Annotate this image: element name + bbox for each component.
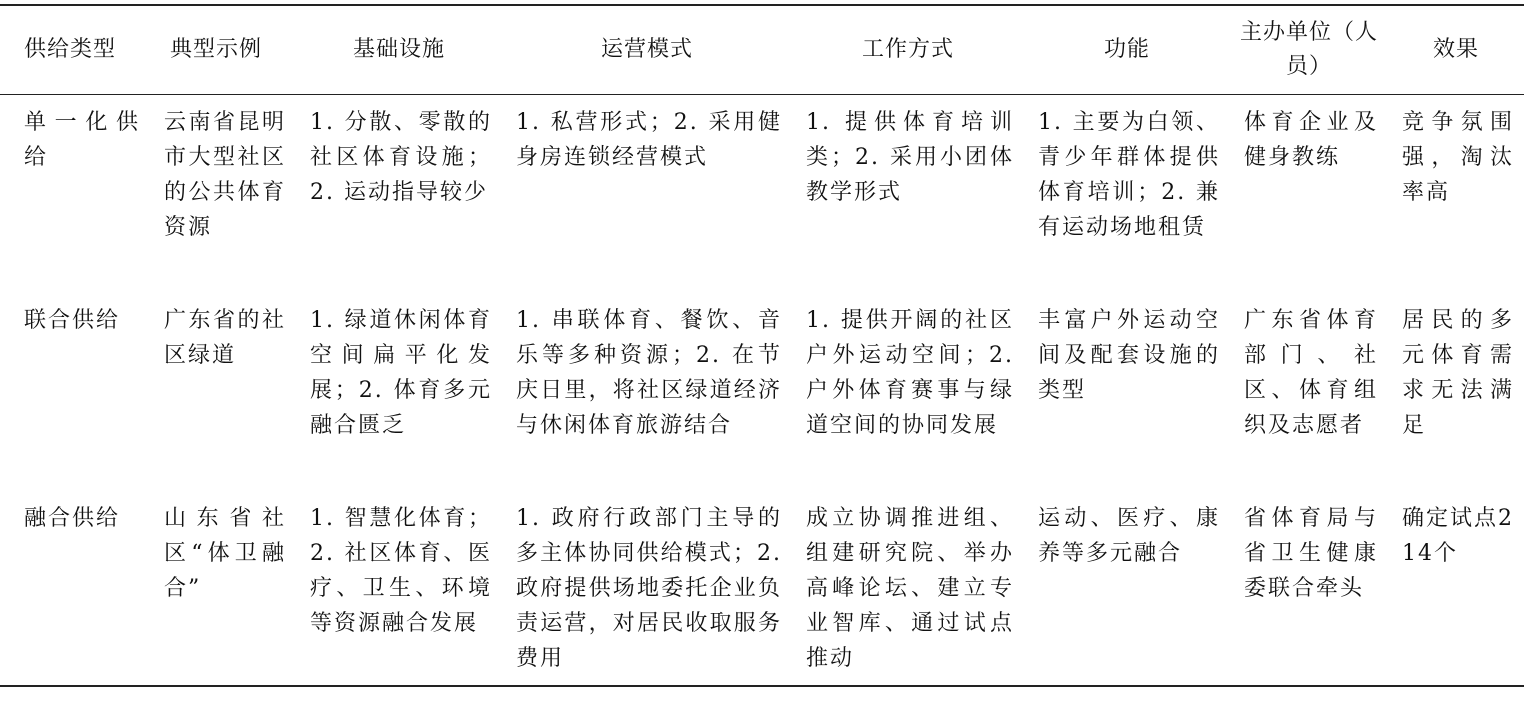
- table-header: [0, 5, 1524, 95]
- supply-type-table: [0, 4, 1524, 687]
- cell-function: 1. 主要为白领、青少年群体提供体育培训；2. 兼有运动场地租赁: [1038, 110, 1220, 240]
- header-supply-type: 供给类型: [0, 5, 150, 95]
- header-infrastructure: 基础设施: [296, 5, 502, 95]
- cell-work-mode: 成立协调推进组、组建研究院、举办高峰论坛、建立专业智库、通过试点推动: [806, 506, 1014, 671]
- cell-operation: 1. 政府行政部门主导的多主体协同供给模式；2. 政府提供场地委托企业负责运营，对居民收取服务费用: [516, 506, 782, 671]
- cell-example: 云南省昆明市大型社区的公共体育资源: [164, 110, 286, 240]
- cell-organizer: 省体育局与省卫生健康委联合牵头: [1244, 506, 1378, 601]
- cell-effect: 居民的多元体育需求无法满足: [1402, 308, 1514, 438]
- header-work-mode: 工作方式: [792, 5, 1024, 95]
- cell-type: 融合供给: [24, 506, 121, 531]
- cell-example: 山东省社区“体卫融合”: [164, 506, 286, 601]
- header-example: 典型示例: [150, 5, 296, 95]
- cell-infrastructure: 1. 智慧化体育；2. 社区体育、医疗、卫生、环境等资源融合发展: [310, 506, 492, 636]
- cell-infrastructure: 1. 分散、零散的社区体育设施；2. 运动指导较少: [310, 110, 492, 205]
- cell-function: 丰富户外运动空间及配套设施的类型: [1038, 308, 1220, 403]
- table-body: [0, 95, 1524, 687]
- header-row: [0, 5, 1524, 95]
- cell-operation: 1. 私营形式；2. 采用健身房连锁经营模式: [516, 110, 782, 170]
- header-effect: 效果: [1388, 5, 1524, 95]
- cell-type: 联合供给: [24, 308, 121, 333]
- cell-infrastructure: 1. 绿道休闲体育空间扁平化发展；2. 体育多元融合匮乏: [310, 308, 492, 438]
- cell-work-mode: 1. 提供开阔的社区户外运动空间；2. 户外体育赛事与绿道空间的协同发展: [806, 308, 1014, 438]
- cell-type: 单一化供给: [24, 110, 140, 170]
- header-organizer: 主办单位（人员）: [1230, 5, 1388, 95]
- cell-example: 广东省的社区绿道: [164, 308, 286, 368]
- cell-operation: 1. 串联体育、餐饮、音乐等多种资源；2. 在节庆日里，将社区绿道经济与休闲体育旅游结合: [516, 308, 782, 438]
- header-function: 功能: [1024, 5, 1230, 95]
- cell-organizer: 体育企业及健身教练: [1244, 110, 1378, 170]
- header-operation: 运营模式: [502, 5, 792, 95]
- table-row: [0, 293, 1524, 491]
- cell-effect: 确定试点214个: [1402, 506, 1514, 566]
- table-row: [0, 95, 1524, 294]
- cell-organizer: 广东省体育部门、社区、体育组织及志愿者: [1244, 308, 1378, 438]
- table-row: [0, 491, 1524, 686]
- cell-function: 运动、医疗、康养等多元融合: [1038, 506, 1220, 566]
- cell-work-mode: 1. 提供体育培训类；2. 采用小团体教学形式: [806, 110, 1014, 205]
- cell-effect: 竞争氛围强，淘汰率高: [1402, 110, 1514, 205]
